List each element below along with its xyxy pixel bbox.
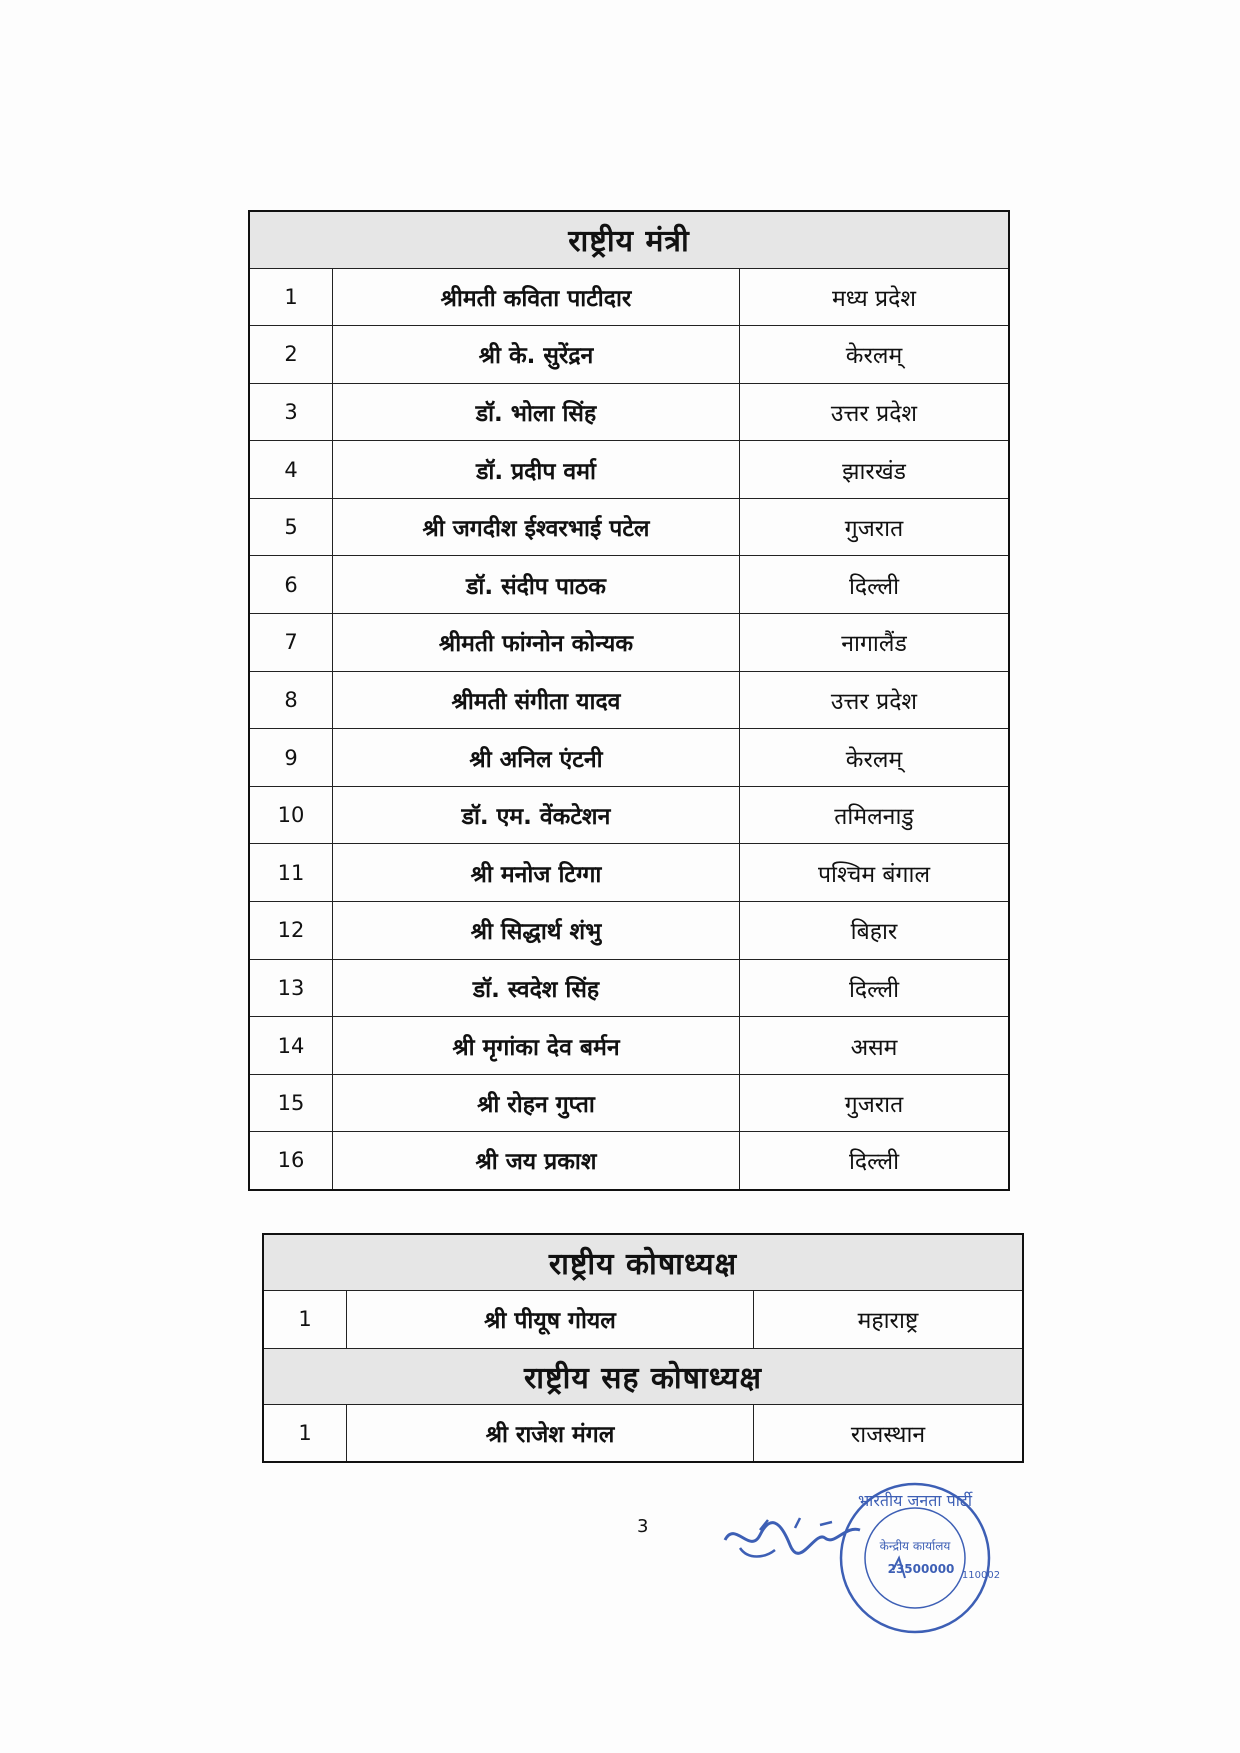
member-name: श्री राजेश मंगल — [347, 1404, 754, 1462]
serial-number: 1 — [249, 268, 333, 326]
member-name: श्री अनिल एंटनी — [333, 729, 740, 787]
member-state: केरलम् — [740, 729, 1010, 787]
section-title: राष्ट्रीय कोषाध्यक्ष — [263, 1234, 1023, 1290]
member-name: डॉ. एम. वेंकटेशन — [333, 786, 740, 844]
member-name: श्री जगदीश ईश्वरभाई पटेल — [333, 498, 740, 556]
member-name: श्री जय प्रकाश — [333, 1132, 740, 1190]
serial-number: 10 — [249, 786, 333, 844]
member-name: श्रीमती संगीता यादव — [333, 671, 740, 729]
member-state: मध्य प्रदेश — [740, 268, 1010, 326]
table-row — [249, 959, 1009, 1017]
section-title: राष्ट्रीय सह कोषाध्यक्ष — [263, 1348, 1023, 1404]
member-state: उत्तर प्रदेश — [740, 671, 1010, 729]
serial-number: 6 — [249, 556, 333, 614]
table-header-row — [263, 1234, 1023, 1290]
member-name: श्री सिद्धार्थ शंभु — [333, 902, 740, 960]
member-name: श्री रोहन गुप्ता — [333, 1074, 740, 1132]
member-state: राजस्थान — [754, 1404, 1024, 1462]
serial-number: 5 — [249, 498, 333, 556]
member-name: डॉ. स्वदेश सिंह — [333, 959, 740, 1017]
table-row — [249, 786, 1009, 844]
treasurer-table — [262, 1233, 1024, 1463]
table-row — [249, 614, 1009, 672]
table-row — [249, 844, 1009, 902]
member-state: तमिलनाडु — [740, 786, 1010, 844]
serial-number: 9 — [249, 729, 333, 787]
serial-number: 15 — [249, 1074, 333, 1132]
serial-number: 11 — [249, 844, 333, 902]
member-state: दिल्ली — [740, 959, 1010, 1017]
member-name: श्रीमती कविता पाटीदार — [333, 268, 740, 326]
table-row — [263, 1404, 1023, 1462]
table-row — [249, 268, 1009, 326]
seal-phone-text: 23500000 — [887, 1562, 955, 1576]
member-state: केरलम् — [740, 326, 1010, 384]
member-name: श्री के. सुरेंद्रन — [333, 326, 740, 384]
national-secretaries-table — [248, 210, 1010, 1191]
serial-number: 3 — [249, 383, 333, 441]
section-title: राष्ट्रीय मंत्री — [249, 211, 1009, 268]
member-state: गुजरात — [740, 1074, 1010, 1132]
serial-number: 7 — [249, 614, 333, 672]
member-state: उत्तर प्रदेश — [740, 383, 1010, 441]
table-row — [249, 326, 1009, 384]
member-name: श्रीमती फांग्नोन कोन्यक — [333, 614, 740, 672]
table-row — [249, 441, 1009, 499]
member-name: डॉ. प्रदीप वर्मा — [333, 441, 740, 499]
member-state: झारखंड — [740, 441, 1010, 499]
table-row — [249, 729, 1009, 787]
page-number: 3 — [637, 1516, 649, 1537]
member-name: श्री पीयूष गोयल — [347, 1290, 754, 1348]
serial-number: 14 — [249, 1017, 333, 1075]
seal-office-text: केन्द्रीय कार्यालय — [879, 1539, 951, 1553]
serial-number: 4 — [249, 441, 333, 499]
seal-pin-text: 110002 — [961, 1570, 1001, 1581]
table-row — [249, 1017, 1009, 1075]
member-state: महाराष्ट्र — [754, 1290, 1024, 1348]
serial-number: 13 — [249, 959, 333, 1017]
table-row — [249, 671, 1009, 729]
serial-number: 1 — [263, 1290, 347, 1348]
table-row — [249, 1074, 1009, 1132]
member-state: नागालैंड — [740, 614, 1010, 672]
member-name: डॉ. संदीप पाठक — [333, 556, 740, 614]
member-state: पश्चिम बंगाल — [740, 844, 1010, 902]
serial-number: 2 — [249, 326, 333, 384]
serial-number: 8 — [249, 671, 333, 729]
table-row — [249, 556, 1009, 614]
seal-org-text: भारतीय जनता पार्टी — [857, 1491, 973, 1510]
table-header-row — [263, 1348, 1023, 1404]
member-state: गुजरात — [740, 498, 1010, 556]
table-row — [249, 498, 1009, 556]
member-state: असम — [740, 1017, 1010, 1075]
table-row — [249, 383, 1009, 441]
member-state: दिल्ली — [740, 556, 1010, 614]
member-name: श्री मृगांका देव बर्मन — [333, 1017, 740, 1075]
serial-number: 1 — [263, 1404, 347, 1462]
table-header-row — [249, 211, 1009, 268]
member-name: श्री मनोज टिग्गा — [333, 844, 740, 902]
party-seal-image — [835, 1478, 1001, 1638]
table-row — [249, 1132, 1009, 1190]
table-row — [249, 902, 1009, 960]
table-row — [263, 1290, 1023, 1348]
member-state: बिहार — [740, 902, 1010, 960]
serial-number: 16 — [249, 1132, 333, 1190]
member-state: दिल्ली — [740, 1132, 1010, 1190]
serial-number: 12 — [249, 902, 333, 960]
member-name: डॉ. भोला सिंह — [333, 383, 740, 441]
